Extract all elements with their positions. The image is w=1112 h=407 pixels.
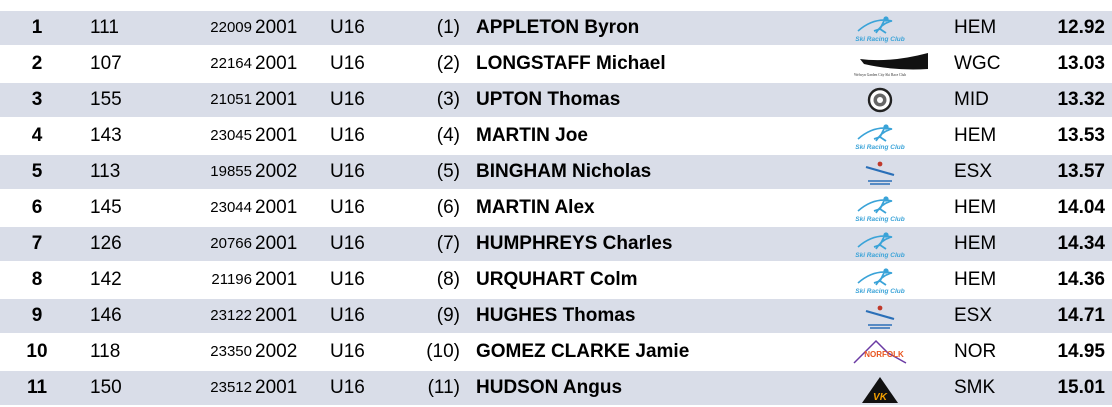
race-time-cell: 14.36 [1057,269,1105,290]
race-time-cell: 13.03 [1057,53,1105,74]
bib-number-cell: 145 [90,197,122,218]
result-row [0,11,1112,45]
mid-ski-club-logo [865,91,895,108]
svg-text:VK: VK [873,391,887,403]
svg-text:Ski Racing Club: Ski Racing Club [855,35,905,43]
position-cell: 8 [31,269,43,290]
racer-name-cell: HUMPHREYS Charles [476,233,673,254]
racer-code-cell: 23122 [210,307,252,324]
hemel-ski-club-logo [852,127,908,151]
category-position-cell: (1) [436,17,460,38]
bib-number-cell: 111 [90,17,119,38]
racer-name-cell: BINGHAM Nicholas [476,161,652,182]
position-cell: 4 [31,125,43,146]
position-cell: 11 [26,377,48,398]
category-cell: U16 [330,377,365,398]
race-time-cell: 12.92 [1057,17,1105,38]
category-cell: U16 [330,53,365,74]
svg-text:Ski Racing Club: Ski Racing Club [855,251,905,259]
result-row [0,263,1112,297]
club-logo-cell [830,227,930,261]
position-cell: 10 [26,341,48,362]
birth-year-cell: 2001 [255,269,298,290]
bib-number-cell: 118 [90,341,121,362]
result-row [0,83,1112,117]
club-logo-cell [830,83,930,117]
svg-text:Ski Racing Club: Ski Racing Club [855,215,905,223]
racer-code-cell: 23045 [210,127,252,144]
club-logo-cell [830,47,930,81]
club-code-cell: NOR [954,341,997,362]
category-position-cell: (8) [436,269,460,290]
bib-number-cell: 126 [90,233,122,254]
club-logo-cell [830,335,930,369]
category-position-cell: (7) [436,233,460,254]
race-time-cell: 14.34 [1057,233,1105,254]
club-logo-cell [830,299,930,333]
racer-name-cell: APPLETON Byron [476,17,640,38]
club-logo-cell [830,119,930,153]
club-logo-cell [830,11,930,45]
club-code-cell: WGC [954,53,1001,74]
bib-number-cell: 107 [90,53,122,74]
result-row [0,191,1112,225]
birth-year-cell: 2001 [255,305,298,326]
category-cell: U16 [330,269,365,290]
club-logo-cell [830,263,930,297]
birth-year-cell: 2001 [255,125,298,146]
birth-year-cell: 2002 [255,161,298,182]
wgc-ski-club-logo [830,55,930,77]
race-time-cell: 15.01 [1057,377,1105,398]
bib-number-cell: 142 [90,269,122,290]
category-cell: U16 [330,125,365,146]
position-cell: 5 [31,161,43,182]
category-position-cell: (5) [436,161,460,182]
club-code-cell: HEM [954,17,997,38]
club-code-cell: MID [954,89,989,110]
category-cell: U16 [330,17,365,38]
position-cell: 1 [31,17,43,38]
racer-code-cell: 23350 [210,343,252,360]
racer-name-cell: LONGSTAFF Michael [476,53,666,74]
racer-code-cell: 22009 [210,19,252,36]
category-position-cell: (2) [436,53,460,74]
racer-name-cell: GOMEZ CLARKE Jamie [476,341,690,362]
result-row [0,371,1112,405]
smk-ski-club-logo [860,379,900,403]
race-time-cell: 14.71 [1057,305,1105,326]
category-position-cell: (11) [427,377,460,398]
category-position-cell: (10) [426,341,460,362]
club-logo-cell [830,155,930,189]
birth-year-cell: 2001 [255,197,298,218]
category-cell: U16 [330,233,365,254]
hemel-ski-club-logo [852,235,908,259]
category-cell: U16 [330,341,365,362]
birth-year-cell: 2002 [255,341,298,362]
birth-year-cell: 2001 [255,17,298,38]
race-time-cell: 13.53 [1057,125,1105,146]
club-code-cell: HEM [954,125,997,146]
club-logo-cell [830,371,930,405]
racer-name-cell: HUGHES Thomas [476,305,636,326]
position-cell: 2 [31,53,43,74]
essex-ski-club-logo [860,307,900,324]
racer-name-cell: HUDSON Angus [476,377,623,398]
birth-year-cell: 2001 [255,89,298,110]
race-time-cell: 13.57 [1057,161,1105,182]
bib-number-cell: 155 [90,89,122,110]
race-time-cell: 14.04 [1057,197,1105,218]
result-row [0,335,1112,369]
svg-text:Ski Racing Club: Ski Racing Club [855,287,905,295]
position-cell: 6 [31,197,43,218]
hemel-ski-club-logo [852,271,908,295]
birth-year-cell: 2001 [255,233,298,254]
racer-code-cell: 21051 [210,91,252,108]
racer-name-cell: MARTIN Alex [476,197,595,218]
racer-code-cell: 23044 [210,199,252,216]
bib-number-cell: 113 [90,161,121,182]
category-cell: U16 [330,197,365,218]
category-position-cell: (9) [436,305,460,326]
racer-name-cell: URQUHART Colm [476,269,638,290]
norfolk-ski-club-logo [850,343,910,360]
racer-code-cell: 19855 [210,163,252,180]
racer-code-cell: 22164 [210,55,252,72]
position-cell: 3 [31,89,43,110]
hemel-ski-club-logo [852,199,908,223]
result-row [0,47,1112,81]
category-cell: U16 [330,161,365,182]
svg-text:NORFOLK: NORFOLK [864,349,904,359]
club-code-cell: HEM [954,197,997,218]
race-time-cell: 14.95 [1057,341,1105,362]
category-position-cell: (3) [436,89,460,110]
hemel-ski-club-logo [852,19,908,43]
essex-ski-club-logo [860,163,900,180]
category-cell: U16 [330,89,365,110]
result-row [0,155,1112,189]
bib-number-cell: 150 [90,377,122,398]
race-time-cell: 13.32 [1057,89,1105,110]
category-position-cell: (4) [436,125,460,146]
result-row [0,299,1112,333]
racer-code-cell: 23512 [210,379,252,396]
bib-number-cell: 143 [90,125,122,146]
result-row [0,119,1112,153]
club-code-cell: SMK [954,377,996,398]
club-code-cell: ESX [954,161,993,182]
category-cell: U16 [330,305,365,326]
racer-code-cell: 21196 [211,271,252,288]
result-row [0,227,1112,261]
racer-code-cell: 20766 [210,235,252,252]
position-cell: 7 [31,233,43,254]
racer-name-cell: UPTON Thomas [476,89,621,110]
svg-text:Welwyn Garden City Ski Race Cl: Welwyn Garden City Ski Race Club [853,72,907,77]
position-cell: 9 [31,305,43,326]
results-table [0,11,1112,407]
club-code-cell: HEM [954,269,997,290]
svg-text:Ski Racing Club: Ski Racing Club [855,143,905,151]
club-logo-cell [830,191,930,225]
club-code-cell: ESX [954,305,993,326]
category-position-cell: (6) [436,197,460,218]
birth-year-cell: 2001 [255,53,298,74]
racer-name-cell: MARTIN Joe [476,125,588,146]
club-code-cell: HEM [954,233,997,254]
bib-number-cell: 146 [90,305,122,326]
birth-year-cell: 2001 [255,377,298,398]
